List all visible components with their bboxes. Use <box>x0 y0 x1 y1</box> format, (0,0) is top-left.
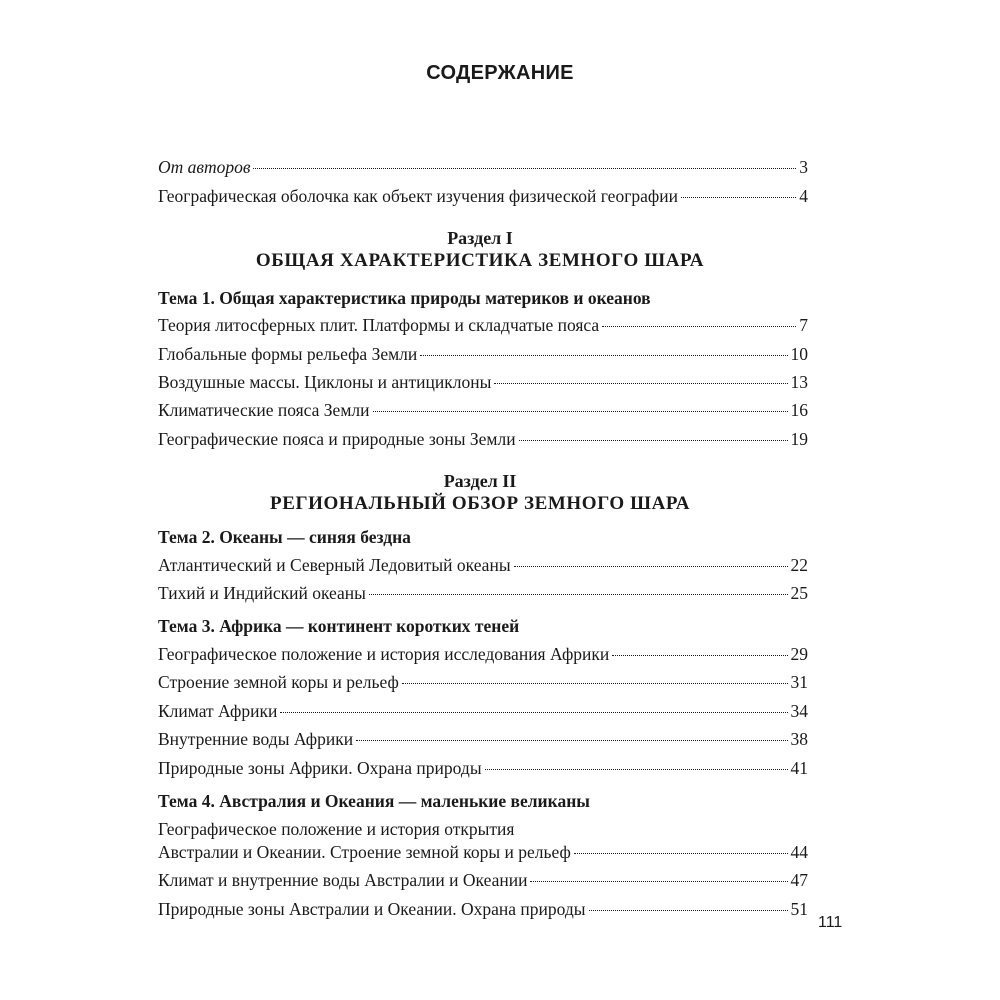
toc-entry-text: От авторов <box>158 157 251 177</box>
toc-entry[interactable] <box>158 671 808 693</box>
toc-entry-text: Географическая оболочка как объект изучения физической географии <box>158 186 678 206</box>
toc-entry-page: 25 <box>790 583 808 603</box>
dot-leader <box>519 440 788 441</box>
toc-entry[interactable] <box>158 869 808 891</box>
toc-entry-page: 44 <box>790 842 808 862</box>
dot-leader <box>494 383 787 384</box>
toc-entry-text-line1[interactable]: Географическое положение и история открытия <box>158 819 515 839</box>
page-number: 111 <box>818 914 843 931</box>
toc-entry-text: Австралии и Океании. Строение земной коры и рельеф <box>158 842 571 862</box>
topic-4-title: Тема 4. Австралия и Океания — маленькие великаны <box>158 791 590 811</box>
toc-entry-page: 51 <box>790 899 808 919</box>
topic-2-title: Тема 2. Океаны — синяя бездна <box>158 527 411 547</box>
dot-leader <box>280 712 787 713</box>
toc-entry-text: Географическое положение и история исследования Африки <box>158 644 610 664</box>
page-title: СОДЕРЖАНИЕ <box>426 62 574 84</box>
toc-entry[interactable] <box>158 898 808 920</box>
dot-leader <box>402 683 788 684</box>
toc-entry[interactable] <box>158 343 808 365</box>
toc-entry-text: Атлантический и Северный Ледовитый океаны <box>158 555 511 575</box>
section-2-title: РЕГИОНАЛЬНЫЙ ОБЗОР ЗЕМНОГО ШАРА <box>269 493 691 514</box>
toc-entry-page: 47 <box>790 870 808 890</box>
toc-entry-geographic-shell[interactable] <box>158 185 808 207</box>
toc-entry-text: Внутренние воды Африки <box>158 729 354 749</box>
dot-leader <box>485 769 788 770</box>
toc-entry[interactable] <box>158 371 808 393</box>
toc-entry-page: 7 <box>799 315 808 335</box>
toc-entry-page: 16 <box>790 400 808 420</box>
toc-entry-text: Природные зоны Австралии и Океании. Охрана природы <box>158 899 586 919</box>
toc-entry-page: 22 <box>790 555 808 575</box>
dot-leader <box>530 881 787 882</box>
toc-entry-page: 31 <box>790 672 808 692</box>
toc-entry-text: Климат Африки <box>158 701 278 721</box>
toc-entry-page: 4 <box>799 186 808 206</box>
dot-leader <box>589 910 788 911</box>
section-1-title: ОБЩАЯ ХАРАКТЕРИСТИКА ЗЕМНОГО ШАРА <box>255 250 705 271</box>
dot-leader <box>356 740 787 741</box>
toc-entry-page: 13 <box>790 372 808 392</box>
toc-entry-text: Воздушные массы. Циклоны и антициклоны <box>158 372 492 392</box>
toc-entry-text: Глобальные формы рельефа Земли <box>158 344 418 364</box>
topic-3-title: Тема 3. Африка — континент коротких теней <box>158 616 520 636</box>
toc-entry[interactable] <box>158 643 808 665</box>
topic-1-title: Тема 1. Общая характеристика природы материков и океанов <box>158 288 651 308</box>
toc-entry-page: 10 <box>790 344 808 364</box>
toc-entry-from-authors[interactable] <box>158 156 808 178</box>
toc-entry-text: Природные зоны Африки. Охрана природы <box>158 758 482 778</box>
section-2-label: Раздел II <box>443 471 517 491</box>
toc-entry-text: Климатические пояса Земли <box>158 400 370 420</box>
toc-entry-page: 38 <box>790 729 808 749</box>
toc-entry[interactable] <box>158 314 808 336</box>
toc-entry[interactable] <box>158 399 808 421</box>
toc-entry-page: 34 <box>790 701 808 721</box>
section-1-label: Раздел I <box>447 228 513 248</box>
toc-entry[interactable] <box>158 841 808 863</box>
toc-entry[interactable] <box>158 554 808 576</box>
dot-leader <box>574 853 788 854</box>
dot-leader <box>420 355 787 356</box>
toc-entry-text: Теория литосферных плит. Платформы и складчатые пояса <box>158 315 600 335</box>
toc-entry[interactable] <box>158 757 808 779</box>
toc-entry[interactable] <box>158 428 808 450</box>
toc-entry-text: Географические пояса и природные зоны Земли <box>158 429 516 449</box>
dot-leader <box>253 168 796 169</box>
toc-entry-text: Климат и внутренние воды Австралии и Океании <box>158 870 528 890</box>
toc-entry-text: Строение земной коры и рельеф <box>158 672 399 692</box>
toc-entry[interactable] <box>158 728 808 750</box>
toc-entry[interactable] <box>158 700 808 722</box>
dot-leader <box>612 655 787 656</box>
dot-leader <box>514 566 788 567</box>
toc-entry-page: 41 <box>790 758 808 778</box>
dot-leader <box>602 326 796 327</box>
toc-entry-page: 29 <box>790 644 808 664</box>
dot-leader <box>681 197 796 198</box>
toc-entry-text: Тихий и Индийский океаны <box>158 583 366 603</box>
toc-entry-page: 19 <box>790 429 808 449</box>
toc-entry-page: 3 <box>799 157 808 177</box>
dot-leader <box>369 594 788 595</box>
toc-entry[interactable] <box>158 582 808 604</box>
dot-leader <box>373 411 788 412</box>
